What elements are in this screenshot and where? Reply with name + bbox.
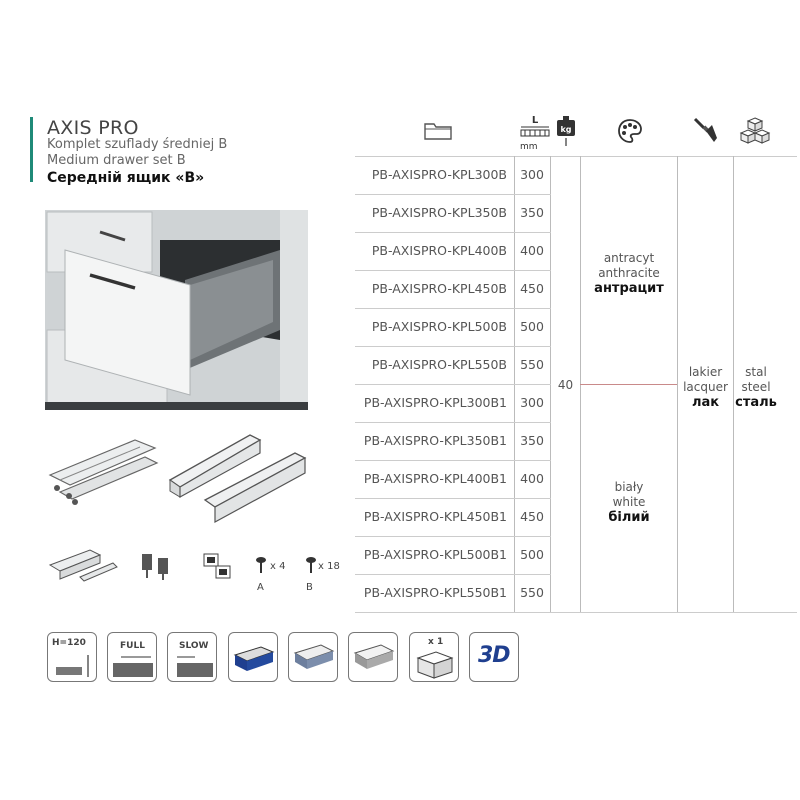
table-bottom-border xyxy=(355,612,797,613)
product-code: PB-AXISPRO-KPL550B1 xyxy=(363,585,507,600)
color-group-divider xyxy=(580,384,677,385)
soft-close-tile xyxy=(167,632,217,682)
finish-pl: lakier xyxy=(688,365,723,379)
screw-b-icon xyxy=(304,556,318,578)
drawer-box-blue-tile xyxy=(228,632,278,682)
mounting-brackets-illustration xyxy=(45,545,120,589)
product-code: PB-AXISPRO-KPL500B1 xyxy=(363,547,507,562)
product-code: PB-AXISPRO-KPL300B1 xyxy=(363,395,507,410)
table-row-divider xyxy=(355,346,551,347)
color-group-white xyxy=(581,480,677,526)
drawer-length: 300 xyxy=(520,395,544,410)
finish-en: lacquer xyxy=(683,380,728,394)
finish-cell xyxy=(678,365,733,411)
subtitle-polish: Komplet szuflady średniej B xyxy=(47,137,228,152)
table-row-divider xyxy=(355,422,551,423)
product-code: PB-AXISPRO-KPL450B1 xyxy=(363,509,507,524)
drawer-length: 400 xyxy=(520,471,544,486)
material-en: steel xyxy=(741,380,771,394)
package-quantity-tile xyxy=(409,632,459,682)
height-feature-tile xyxy=(47,632,97,682)
three-d-label: 3D xyxy=(478,643,510,668)
full-label: FULL xyxy=(120,641,145,651)
drawer-runners-illustration xyxy=(45,430,165,519)
product-code: PB-AXISPRO-KPL400B xyxy=(371,243,507,258)
finish-uk: лак xyxy=(691,395,720,410)
drawer-box-open-tile xyxy=(288,632,338,682)
table-row-divider xyxy=(355,270,551,271)
subtitle-ukrainian: Середній ящик «B» xyxy=(47,170,205,186)
drawer-length: 450 xyxy=(520,281,544,296)
product-code: PB-AXISPRO-KPL300B xyxy=(371,167,507,182)
table-top-border xyxy=(355,156,797,157)
screw-a-quantity: x 4 xyxy=(270,561,286,572)
drawer-length: 350 xyxy=(520,205,544,220)
product-code: PB-AXISPRO-KPL450B xyxy=(371,281,507,296)
color-anthracite-en: anthracite xyxy=(598,266,660,280)
palette-icon xyxy=(617,118,643,148)
drawer-length: 500 xyxy=(520,319,544,334)
product-code: PB-AXISPRO-KPL400B1 xyxy=(363,471,507,486)
product-title: AXIS PRO xyxy=(47,117,139,139)
table-row-divider xyxy=(355,232,551,233)
three-d-model-tile[interactable] xyxy=(469,632,519,682)
drawer-length: 550 xyxy=(520,585,544,600)
slow-label: SLOW xyxy=(179,641,209,651)
full-extension-tile xyxy=(107,632,157,682)
cubes-icon xyxy=(739,116,771,150)
material-pl: stal xyxy=(745,365,767,379)
product-photo xyxy=(45,210,308,410)
drawer-sides-illustration xyxy=(165,425,310,529)
drawer-length: 350 xyxy=(520,433,544,448)
color-white-en: white xyxy=(612,495,646,509)
color-white-uk: білий xyxy=(608,510,650,525)
pack-quantity: x 1 xyxy=(428,637,444,647)
table-row-divider xyxy=(355,536,551,537)
table-row-divider xyxy=(355,384,551,385)
drawer-box-grey-tile xyxy=(348,632,398,682)
front-connectors-illustration xyxy=(138,548,178,587)
color-anthracite-pl: antracyt xyxy=(603,251,655,265)
material-uk: сталь xyxy=(735,395,777,410)
color-anthracite-uk: антрацит xyxy=(594,281,664,296)
folder-icon xyxy=(424,120,452,144)
product-code: PB-AXISPRO-KPL350B xyxy=(371,205,507,220)
length-letter: L xyxy=(531,115,539,126)
product-code: PB-AXISPRO-KPL500B xyxy=(371,319,507,334)
subtitle-english: Medium drawer set B xyxy=(47,153,186,168)
table-row-divider xyxy=(355,460,551,461)
drawer-length: 450 xyxy=(520,509,544,524)
product-code: PB-AXISPRO-KPL350B1 xyxy=(363,433,507,448)
drawer-length: 300 xyxy=(520,167,544,182)
drawer-length: 500 xyxy=(520,547,544,562)
caps-illustration xyxy=(202,552,232,586)
length-unit: mm xyxy=(520,142,538,152)
weight-label: kg xyxy=(560,125,572,134)
screw-a-icon xyxy=(254,556,268,578)
material-cell xyxy=(734,365,778,411)
product-code: PB-AXISPRO-KPL550B xyxy=(371,357,507,372)
drawer-length: 550 xyxy=(520,357,544,372)
load-capacity: 40 xyxy=(557,378,574,392)
screw-a-label: A xyxy=(257,582,264,593)
table-row-divider xyxy=(355,498,551,499)
table-row-divider xyxy=(355,574,551,575)
drawer-length: 400 xyxy=(520,243,544,258)
color-white-pl: biały xyxy=(614,480,644,494)
brush-icon xyxy=(692,116,718,148)
color-group-anthracite xyxy=(581,251,677,297)
table-row-divider xyxy=(355,308,551,309)
screw-b-quantity: x 18 xyxy=(318,561,340,572)
screw-b-label: B xyxy=(306,582,313,593)
weight-icon xyxy=(555,115,577,151)
table-row-divider xyxy=(355,194,551,195)
height-label: H=120 xyxy=(52,638,86,648)
title-accent-bar xyxy=(30,117,33,182)
